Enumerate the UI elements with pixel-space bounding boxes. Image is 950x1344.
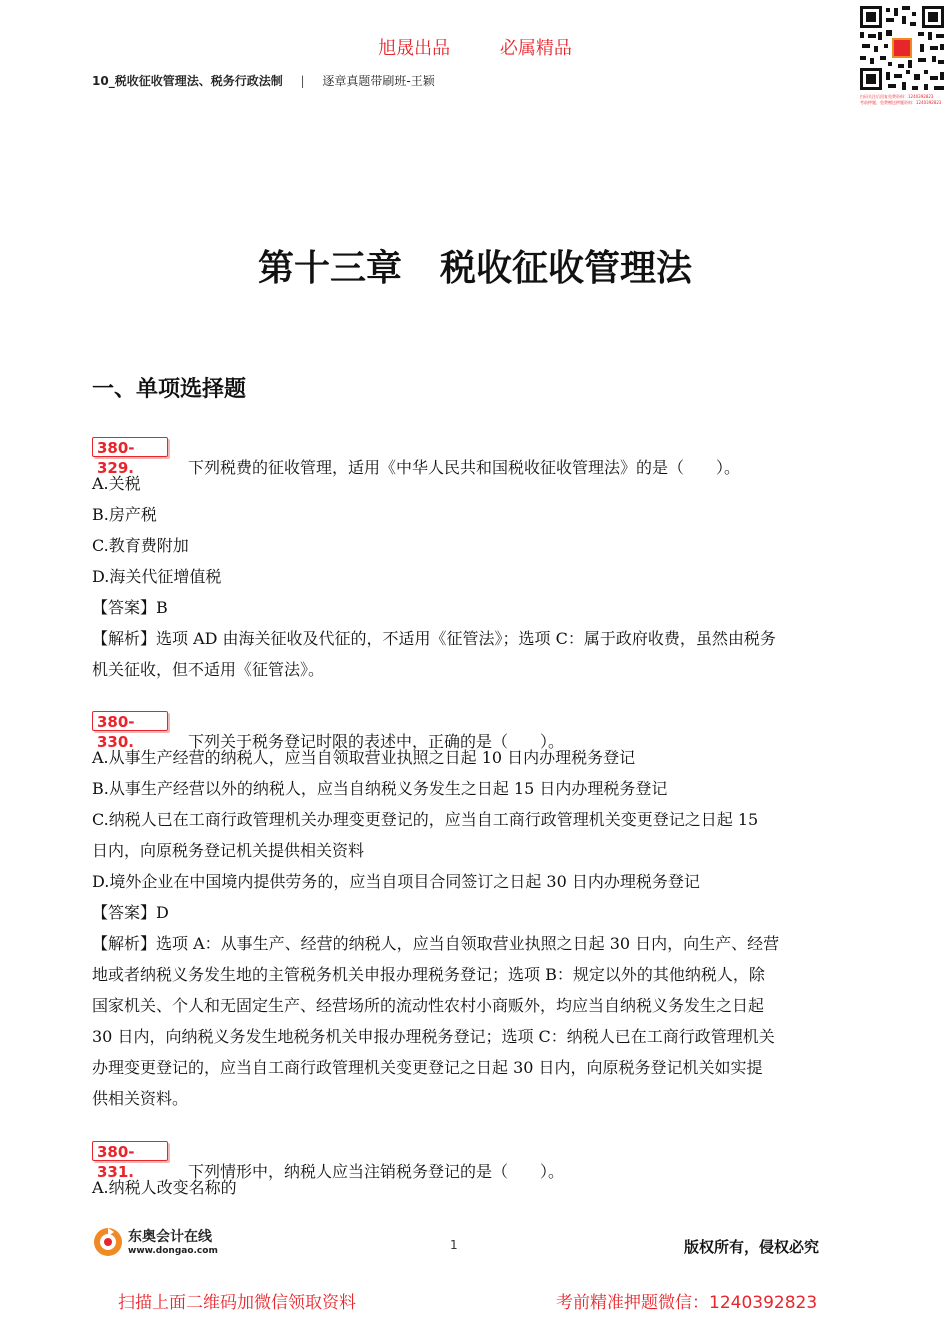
option-item-continued: 日内，向原税务登记机关提供相关资料 — [92, 841, 365, 860]
promo-banner-top — [0, 34, 950, 60]
analysis-line: 30 日内，向纳税义务发生地税务机关申报办理税务登记；选项 C：纳税人已在工商行政管理机关 — [92, 1027, 775, 1046]
qr-caption-line: 考前押题，免费赠送押题资料：1240392823 — [860, 100, 942, 105]
option-item: C.纳税人已在工商行政管理机关办理变更登记的，应当自工商行政管理机关变更登记之日起 15 — [92, 810, 759, 829]
chapter-title — [0, 240, 950, 291]
analysis-line: 国家机关、个人和无固定生产、经营场所的流动性农村小商贩外，均应当自纳税义务发生之日起 — [92, 996, 765, 1015]
option-item: A.纳税人改变名称的 — [92, 1178, 237, 1197]
promo-left-text: 旭晟出品 — [378, 38, 451, 59]
promo-bottom-left: 扫描上面二维码加微信领取资料 — [118, 1293, 356, 1313]
analysis-line: 地或者纳税义务发生地的主管税务机关申报办理税务登记；选项 B：规定以外的其他纳税人，除 — [92, 965, 765, 984]
promo-right-text: 必属精品 — [499, 38, 572, 59]
chapter-name: 税收征收管理法 — [440, 248, 693, 289]
section-title: 一、单项选择题 — [92, 377, 247, 402]
qr-caption-line: 扫码关注后回复免费资料：1240392823 — [860, 94, 934, 99]
question-stem: 下列税费的征收管理，适用《中华人民共和国税收征收管理法》的是（ ）。 — [188, 458, 741, 477]
analysis-line: 机关征收，但不适用《征管法》。 — [92, 660, 325, 679]
question-number-tag: 380-331. — [92, 1141, 168, 1161]
question-stem: 下列情形中，纳税人应当注销税务登记的是（ ）。 — [188, 1162, 565, 1181]
question-number-tag: 380-330. — [92, 711, 168, 731]
question-number-tag: 380-329. — [92, 437, 168, 457]
header-course-title: 10_税收征收管理法、税务行政法制 — [92, 74, 283, 88]
analysis-line: 【解析】选项 AD 由海关征收及代征的，不适用《征管法》；选项 C：属于政府收费，虽然由税务 — [92, 629, 776, 648]
dongao-logo-icon — [92, 1226, 124, 1258]
analysis-line: 办理变更登记的，应当自工商行政管理机关变更登记之日起 30 日内，向原税务登记机关如实提 — [92, 1058, 763, 1077]
header-class-name: 逐章真题带刷班-王颖 — [322, 74, 435, 88]
option-item: D.境外企业在中国境内提供劳务的，应当自项目合同签订之日起 30 日内办理税务登记 — [92, 872, 700, 891]
option-item: C.教育费附加 — [92, 536, 189, 555]
header-separator: | — [300, 74, 305, 88]
answer-line: 【答案】D — [92, 903, 169, 922]
analysis-line: 【解析】选项 A：从事生产、经营的纳税人，应当自领取营业执照之日起 30 日内，向生产、经营 — [92, 934, 780, 953]
copyright-notice: 版权所有，侵权必究 — [684, 1238, 820, 1256]
qr-code-image — [858, 4, 946, 92]
promo-bottom-right: 考前精准押题微信：1240392823 — [556, 1293, 818, 1313]
logo-url: www.dongao.com — [128, 1246, 218, 1256]
logo-name: 东奥会计在线 — [128, 1229, 212, 1245]
option-item: A.从事生产经营的纳税人，应当自领取营业执照之日起 10 日内办理税务登记 — [92, 748, 636, 767]
option-item: D.海关代征增值税 — [92, 567, 222, 586]
answer-line: 【答案】B — [92, 598, 168, 617]
option-item: B.房产税 — [92, 505, 157, 524]
page-number: 1 — [450, 1238, 458, 1252]
analysis-line: 供相关资料。 — [92, 1089, 189, 1108]
question-stem: 下列关于税务登记时限的表述中，正确的是（ ）。 — [188, 732, 565, 751]
qr-caption — [860, 94, 948, 106]
option-item: A.关税 — [92, 474, 141, 493]
option-item: B.从事生产经营以外的纳税人，应当自纳税义务发生之日起 15 日内办理税务登记 — [92, 779, 668, 798]
chapter-number: 第十三章 — [257, 248, 402, 289]
running-header — [92, 72, 435, 89]
dongao-logo — [92, 1222, 242, 1262]
